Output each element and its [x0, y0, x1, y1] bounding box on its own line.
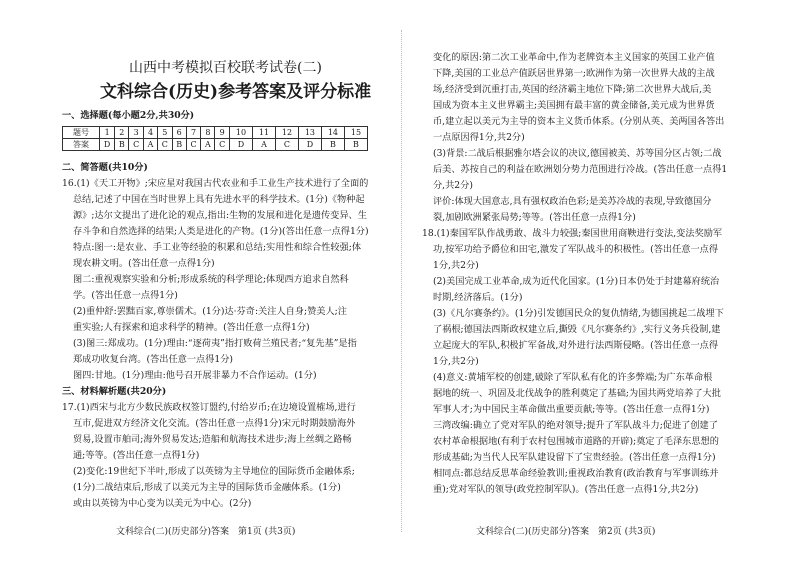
text-line: 分,共2分) [433, 180, 473, 191]
table-cell: 3 [129, 127, 144, 139]
text-line: 国成为资本主义世界霸主;美国拥有最丰富的黄金储备,美元成为世界货 [433, 100, 715, 111]
text-line: 贸易,设置市舶司;海外贸易发达;造船和航海技术进步;海上丝绸之路畅 [73, 434, 352, 445]
table-row-numbers [63, 127, 368, 139]
text-line: (3)《凡尔赛条约》。(1分)引发德国民众的复仇情绪,为德国挑起二战埋下 [433, 308, 724, 319]
text-line: 一点原因得1分,共2分) [433, 132, 525, 143]
table-cell: B [321, 139, 344, 151]
text-line: 18.(1)秦国军队作战勇敢、战斗力较强;秦国世用商鞅进行变法,变法奖励军 [422, 228, 723, 239]
text-line: 特点:图一:是农业、手工业等经验的积累和总结;实用性和综合性较强;体 [73, 242, 362, 253]
table-cell: 5 [157, 127, 172, 139]
answer-key-title: 文科综合(历史)参考答案及评分标准 [100, 82, 372, 102]
text-line: 图二:重视观察实验和分析;形成系统的科学理论;体现西方追求自然科 [73, 274, 349, 285]
table-cell: C [186, 139, 201, 151]
text-line: 功,按军功给予爵位和田宅,激发了军队战斗的积极性。(答出任意一点得 [433, 244, 719, 255]
table-cell: 7 [186, 127, 201, 139]
table-cell: 15 [344, 127, 367, 139]
right-page [422, 0, 740, 562]
table-row-label: 题号 [63, 127, 100, 139]
table-cell: A [144, 139, 158, 151]
text-line: 形成基础;为当代人民军队建设留下了宝贵经验。(答出任意一点得1分) [433, 452, 716, 463]
table-cell: C [157, 139, 172, 151]
text-line: 了祸根;德国法西斯政权建立后,撕毁《凡尔赛条约》,实行义务兵役制,建 [433, 324, 721, 335]
page-footer: 文科综合(二)(历史部分)答案 第1页 (共3页) [116, 527, 296, 537]
text-line: 1分,共2分) [433, 260, 479, 271]
text-line: 重实验;人有探索和追求科学的精神。(答出任意一点得1分) [73, 322, 310, 333]
table-cell: 10 [230, 127, 253, 139]
text-line: 后美、苏按自己的利益在欧洲划分势力范围进行冷战。(答出任意一点得1 [433, 164, 728, 175]
text-line: 农村革命根据地(有利于农村包围城市道路的开辟);奠定了毛泽东思想的 [433, 436, 719, 447]
table-cell: 14 [321, 127, 344, 139]
text-line: 郑成功收复台湾。(答出任意一点得1分) [73, 354, 234, 365]
table-cell: 9 [215, 127, 230, 139]
text-line: 相同点:都总结反思革命经验教训;重视政治教育(政治教育与军事训练并 [433, 468, 719, 479]
text-line: 币,建立起以美元为主导的资本主义货币体系。(分别从英、美两国各答出 [433, 116, 725, 127]
page-divider [401, 30, 402, 532]
table-cell: B [115, 139, 129, 151]
text-line: 裂,加剧欧洲紧张局势;等等。(答出任意一点得1分) [433, 212, 636, 223]
table-cell: D [230, 139, 253, 151]
table-row-label: 答案 [63, 139, 100, 151]
table-cell: D [298, 139, 321, 151]
text-line: 存斗争和自然选择的结果;人类是进化的产物。(1分)(答出任意一点得1分) [73, 226, 369, 237]
text-line: 通;等等。(答出任意一点得1分) [73, 450, 200, 461]
text-line: 16.(1)《天工开物》;宋应星对我国古代农业和手工业生产技术进行了全面的 [62, 178, 369, 189]
text-line: 场,经济受到沉重打击,英国的经济霸主地位下降;第二次世界大战后,美 [433, 84, 712, 95]
text-line: 学。(答出任意一点得1分) [73, 290, 178, 301]
text-line: (3)图三:郑成功。(1分)理由:“逐荷夷”指打败荷兰殖民者;“复先基”是指 [73, 338, 357, 349]
table-cell: C [275, 139, 298, 151]
text-line: 总结,记述了中国在当时世界上具有先进水平的科学技术。(1分)《物种起 [73, 194, 365, 205]
table-row-answers [63, 139, 368, 151]
section-short-answer-heading: 二、简答题(共10分) [62, 162, 148, 173]
table-cell: 13 [298, 127, 321, 139]
table-cell: 11 [252, 127, 275, 139]
answer-table [62, 126, 368, 151]
text-line: 三湾改编:确立了党对军队的绝对领导;提升了军队战斗力;促进了创建了 [433, 420, 718, 431]
table-cell: C [129, 139, 144, 151]
table-cell: 8 [201, 127, 215, 139]
text-line: (2)美国完成工业革命,成为近代化国家。(1分)日本仍处于封建幕府统治 [433, 276, 720, 287]
text-line: (2)变化:19世纪下半叶,形成了以英镑为主导地位的国际货币金融体系; [73, 466, 355, 477]
text-line: 17.(1)西宋与北方少数民族政权签订盟约,付给岁币;在边境设置榷场,进行 [62, 402, 356, 413]
text-line: 现农耕文明。(答出任意一点得1分) [73, 258, 215, 269]
text-line: (3)背景:二战后根据雅尔塔会议的决议,德国被美、苏等国分区占领;二战 [433, 148, 722, 159]
text-line: 军事人才;为中国民主革命做出重要贡献;等等。(答出任意一点得1分) [433, 404, 710, 415]
text-line: 1分,共2分) [433, 356, 479, 367]
text-line: 下降,美国的工业总产值跃居世界第一;欧洲作为第一次世界大战的主战 [433, 68, 715, 79]
page-footer: 文科综合(二)(历史部分)答案 第2页 (共3页) [476, 527, 656, 537]
table-cell: A [201, 139, 215, 151]
text-line: (4)意义:黄埔军校的创建,破除了军队私有化的许多弊端;为广东革命根 [433, 372, 713, 383]
section-material-heading: 三、材料解析题(共20分) [62, 386, 167, 397]
table-cell: 2 [115, 127, 129, 139]
text-line: 互市,促进双方经济文化交流。(答出任意一点得1分)宋元时期鼓励海外 [73, 418, 356, 429]
table-cell: 6 [172, 127, 186, 139]
table-cell: B [172, 139, 186, 151]
table-cell: 4 [144, 127, 158, 139]
text-line: 或由以英镑为中心变为以美元为中心。(2分) [73, 498, 252, 509]
text-line: (2)重仲舒:罢黜百家,尊崇儒术。(1分)达·芬奇:关注人自身;赞美人;注 [73, 306, 347, 317]
text-line: 评价:体现大国意志,具有强权政治色彩;是美苏冷战的表现,导致德国分 [433, 196, 712, 207]
table-cell: D [100, 139, 115, 151]
table-cell: B [344, 139, 367, 151]
text-line: 源》;达尔文提出了进化论的观点,指出:生物的发展和进化是遗传变异、生 [73, 210, 367, 221]
exam-title: 山西中考模拟百校联考试卷(二) [129, 60, 322, 76]
text-line: 时期,经济落后。(1分) [433, 292, 523, 303]
table-cell: 12 [275, 127, 298, 139]
table-cell: A [252, 139, 275, 151]
text-line: 据地的统一、巩固及北伐战争的胜利奠定了基础;为国共两党培养了大批 [433, 388, 721, 399]
table-cell: C [215, 139, 230, 151]
text-line: 图四:甘地。(1分)理由:他号召开展非暴力不合作运动。(1分) [73, 370, 317, 381]
text-line: 重);党对军队的领导(政党控制军队)。(答出任意一点得1分,共2分) [433, 484, 699, 495]
left-page [62, 0, 380, 562]
table-cell: 1 [100, 127, 115, 139]
text-line: 立起庞大的军队,积极扩军备战,对外进行法西斯侵略。(答出任意一点得 [433, 340, 719, 351]
section-choice-heading: 一、选择题(每小题2分,共30分) [62, 110, 195, 121]
text-line: (1分)二战结束后,形成了以美元为主导的国际货币金融体系。(1分) [73, 482, 341, 493]
text-line: 变化的原因:第二次工业革命中,作为老牌资本主义国家的英国工业产值 [433, 52, 715, 63]
